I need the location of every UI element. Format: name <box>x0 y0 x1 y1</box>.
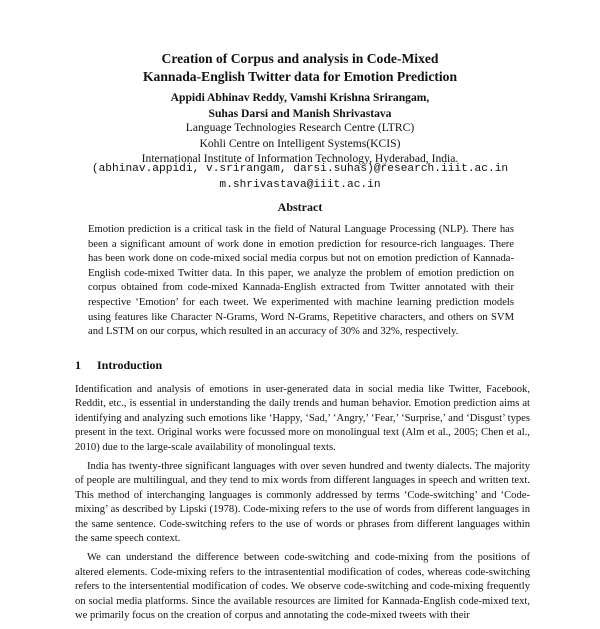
title-line-1: Creation of Corpus and analysis in Code-Mixed <box>161 51 439 66</box>
title-line-2: Kannada-English Twitter data for Emotion Prediction <box>142 69 458 84</box>
section-heading-introduction <box>75 358 162 373</box>
introduction-body <box>75 383 530 629</box>
section-number: 1 <box>75 358 81 372</box>
intro-paragraph-2: India has twenty-three significant languages with over seven hundred and twenty dialects. The majority of people are multilingual, and they tend to mix words from different languages in speech and written text. This method of interchanging languages is commonly addressed by terms ‘Code-switching’ and ‘Code-mixing’ as described by Lipski (1978). Code-mixing refers to the use of words from different languages in the same sentence. Code-switching refers to the use of words or phrases from different languages within the same speech context. <box>75 461 530 545</box>
author-emails <box>30 161 570 193</box>
intro-paragraph-1: Identification and analysis of emotions in user-generated data in social media like Twitter, Facebook, Reddit, etc., is essential in understanding the daily trends and human behavior. Emotion prediction aims at identifying and analyzing such emotions like ‘Happy, ‘Sad,’ ‘Angry,’ ‘Fear,’ ‘Surprise,’ and ‘Disgust’ types present in the text. Original works were focussed more on monolingual text (Alm et al., 2005; Chen et al., 2010) due to the large-scale availability of monolingual texts. <box>75 384 530 453</box>
email-line-1: (abhinav.appidi, v.srirangam, darsi.suhas)@research.iiit.ac.in <box>91 163 509 175</box>
authors-line-2: Suhas Darsi and Manish Shrivastava <box>208 106 392 120</box>
intro-paragraph-3: We can understand the difference between code-switching and code-mixing from the positions of altered elements. Code-mixing refers to the intrasentential modification of codes, whereas code-switching refers to the intersentential modification of codes. We observe code-switching and code-mixing frequently on social media platforms. Since the available resources are limited for Kannada-English code-mixed text, we primarily focus on the creation of corpus and annotating the code-mixed tweets with their <box>75 552 530 622</box>
authors-line-1: Appidi Abhinav Reddy, Vamshi Krishna Srirangam, <box>170 91 430 104</box>
affiliation <box>40 120 560 167</box>
paper-title <box>60 50 540 86</box>
affiliation-line-3: International Institute of Information Technology, Hyderabad, India. <box>141 152 459 165</box>
abstract-heading: Abstract <box>277 200 323 214</box>
section-title: Introduction <box>97 358 163 372</box>
affiliation-line-2: Kohli Centre on Intelligent Systems(KCIS) <box>199 136 401 150</box>
email-line-2: m.shrivastava@iiit.ac.in <box>219 179 381 191</box>
author-list <box>60 90 540 121</box>
abstract-text: Emotion prediction is a critical task in the field of Natural Language Processing (NLP). There has been a significant amount of work done in emotion prediction for resource-rich languages. There has been work done on code-mixed social media corpus but not on emotion prediction of Kannada-English code-mixed Twitter data. In this paper, we analyze the problem of emotion prediction on corpus obtained from code-mixed Kannada-English extracted from Twitter annotated with their respective ‘Emotion’ for each tweet. We experimented with machine learning prediction models using features like Character N-Grams, Word N-Grams, Repetitive characters, and others on SVM and LSTM on our corpus, which resulted in an accuracy of 30% and 32%, respectively. <box>88 224 514 338</box>
affiliation-line-1: Language Technologies Research Centre (LTRC) <box>185 121 415 134</box>
